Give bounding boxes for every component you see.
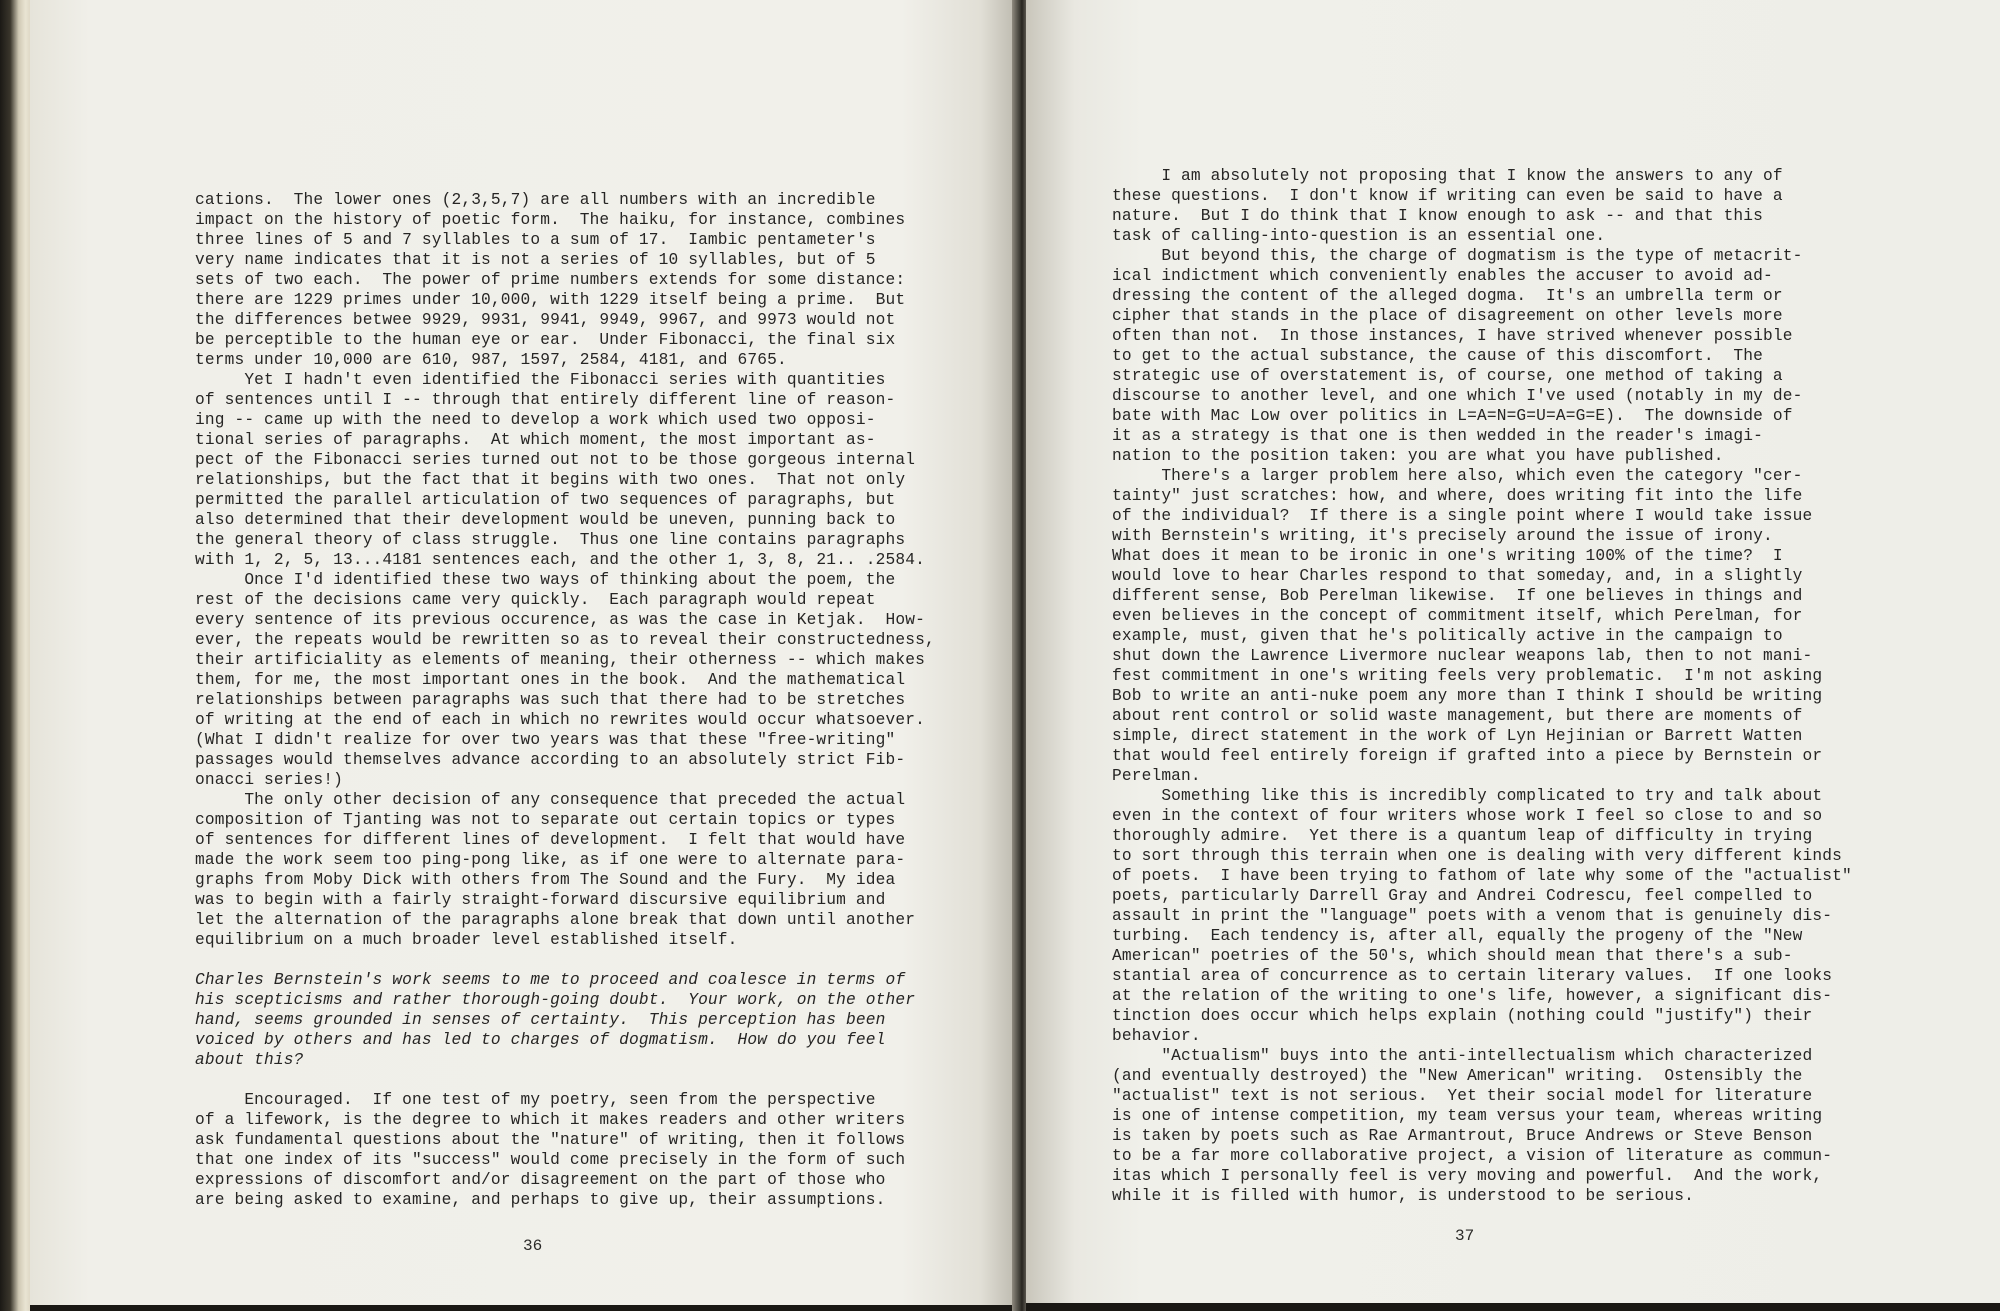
text-line: be perceptible to the human eye or ear. Under Fibonacci, the final six	[195, 331, 896, 349]
text-line: to sort through this terrain when one is dealing with very different kinds	[1112, 847, 1842, 865]
text-line: ever, the repeats would be rewritten so as to reveal their constructedness,	[195, 631, 935, 649]
text-line: the differences betwee 9929, 9931, 9941, 9949, 9967, and 9973 would not	[195, 311, 896, 329]
text-line: dressing the content of the alleged dogma. It's an umbrella term or	[1112, 287, 1783, 305]
text-line: pect of the Fibonacci series turned out not to be those gorgeous internal	[195, 451, 916, 469]
text-line	[195, 1070, 935, 1090]
text-line: different sense, Bob Perelman likewise. If one believes in things and	[1112, 587, 1803, 605]
text-line: sets of two each. The power of prime numbers extends for some distance:	[195, 271, 906, 289]
text-line: stantial area of concurrence as to certain literary values. If one looks	[1112, 967, 1833, 985]
text-line: Yet I hadn't even identified the Fibonacci series with quantities	[195, 371, 886, 389]
text-line: strategic use of overstatement is, of course, one method of taking a	[1112, 367, 1783, 385]
text-line: tinction does occur which helps explain (nothing could "justify") their	[1112, 1007, 1813, 1025]
text-line: I am absolutely not proposing that I know the answers to any of	[1112, 167, 1783, 185]
text-line: with 1, 2, 5, 13...4181 sentences each, and the other 1, 3, 8, 21.. .2584.	[195, 551, 925, 569]
text-line: his scepticisms and rather thorough-going doubt. Your work, on the other	[195, 991, 916, 1009]
text-line: very name indicates that it is not a series of 10 syllables, but of 5	[195, 251, 876, 269]
text-line: fest commitment in one's writing feels very problematic. I'm not asking	[1112, 667, 1823, 685]
text-line: example, must, given that he's politically active in the campaign to	[1112, 627, 1783, 645]
text-line: equilibrium on a much broader level established itself.	[195, 931, 738, 949]
text-line: Something like this is incredibly complicated to try and talk about	[1112, 787, 1823, 805]
text-line: nature. But I do think that I know enough to ask -- and that this	[1112, 207, 1764, 225]
text-line: composition of Tjanting was not to separate out certain topics or types	[195, 811, 896, 829]
text-line: about this?	[195, 1051, 304, 1069]
text-line: the general theory of class struggle. Thus one line contains paragraphs	[195, 531, 906, 549]
text-line: nation to the position taken: you are what you have published.	[1112, 447, 1724, 465]
text-line: relationships, but the fact that it begins with two ones. That not only	[195, 471, 906, 489]
text-line: to be a far more collaborative project, a vision of literature as commun-	[1112, 1147, 1833, 1165]
text-line: often than not. In those instances, I have strived whenever possible	[1112, 327, 1793, 345]
text-line: of writing at the end of each in which no rewrites would occur whatsoever.	[195, 711, 925, 729]
text-line: impact on the history of poetic form. The haiku, for instance, combines	[195, 211, 906, 229]
text-line: is one of intense competition, my team versus your team, whereas writing	[1112, 1107, 1823, 1125]
text-line: of sentences until I -- through that entirely different line of reason-	[195, 391, 896, 409]
text-line: terms under 10,000 are 610, 987, 1597, 2584, 4181, and 6765.	[195, 351, 787, 369]
text-line: with Bernstein's writing, it's precisely around the issue of irony.	[1112, 527, 1773, 545]
page-stack-edge	[0, 0, 34, 1311]
text-line: thoroughly admire. Yet there is a quantum leap of difficulty in trying	[1112, 827, 1813, 845]
text-line: simple, direct statement in the work of Lyn Hejinian or Barrett Watten	[1112, 727, 1803, 745]
text-line: is taken by poets such as Rae Armantrout, Bruce Andrews or Steve Benson	[1112, 1127, 1813, 1145]
text-line: about rent control or solid waste management, but there are moments of	[1112, 707, 1803, 725]
text-line: itas which I personally feel is very moving and powerful. And the work,	[1112, 1167, 1823, 1185]
left-page-body	[195, 190, 935, 1210]
text-line: let the alternation of the paragraphs alone break that down until another	[195, 911, 916, 929]
text-line: (What I didn't realize for over two years was that these "free-writing"	[195, 731, 896, 749]
text-line: are being asked to examine, and perhaps to give up, their assumptions.	[195, 1191, 886, 1209]
text-line: these questions. I don't know if writing can even be said to have a	[1112, 187, 1783, 205]
text-line: tainty" just scratches: how, and where, does writing fit into the life	[1112, 487, 1803, 505]
text-line: would love to hear Charles respond to that someday, and, in a slightly	[1112, 567, 1803, 585]
text-line: relationships between paragraphs was such that there had to be stretches	[195, 691, 906, 709]
text-line: poets, particularly Darrell Gray and Andrei Codrescu, feel compelled to	[1112, 887, 1813, 905]
text-line: Once I'd identified these two ways of thinking about the poem, the	[195, 571, 896, 589]
text-line: task of calling-into-question is an essential one.	[1112, 227, 1606, 245]
text-line: of a lifework, is the degree to which it makes readers and other writers	[195, 1111, 906, 1129]
text-line: What does it mean to be ironic in one's writing 100% of the time? I	[1112, 547, 1783, 565]
text-line: There's a larger problem here also, which even the category "cer-	[1112, 467, 1803, 485]
text-line: hand, seems grounded in senses of certainty. This perception has been	[195, 1011, 886, 1029]
text-line: graphs from Moby Dick with others from The Sound and the Fury. My idea	[195, 871, 896, 889]
text-line: their artificiality as elements of meaning, their otherness -- which makes	[195, 651, 925, 669]
right-page-number: 37	[1455, 1227, 1475, 1245]
text-line: "Actualism" buys into the anti-intellectualism which characterized	[1112, 1047, 1813, 1065]
text-line: American" poetries of the 50's, which should mean that there's a sub-	[1112, 947, 1793, 965]
text-line: tional series of paragraphs. At which moment, the most important as-	[195, 431, 876, 449]
text-line: every sentence of its previous occurence, as was the case in Ketjak. How-	[195, 611, 925, 629]
text-line: even believes in the concept of commitment itself, which Perelman, for	[1112, 607, 1803, 625]
text-line: it as a strategy is that one is then wedded in the reader's imagi-	[1112, 427, 1764, 445]
text-line: rest of the decisions came very quickly. Each paragraph would repeat	[195, 591, 876, 609]
text-line: even in the context of four writers whose work I feel so close to and so	[1112, 807, 1823, 825]
text-line: Bob to write an anti-nuke poem any more than I think I should be writing	[1112, 687, 1823, 705]
text-line: made the work seem too ping-pong like, as if one were to alternate para-	[195, 851, 906, 869]
text-line: ask fundamental questions about the "nature" of writing, then it follows	[195, 1131, 906, 1149]
text-line: that would feel entirely foreign if grafted into a piece by Bernstein or	[1112, 747, 1823, 765]
text-line: of sentences for different lines of development. I felt that would have	[195, 831, 906, 849]
text-line	[195, 950, 935, 970]
text-line: bate with Mac Low over politics in L=A=N=G=U=A=G=E). The downside of	[1112, 407, 1793, 425]
text-line: that one index of its "success" would come precisely in the form of such	[195, 1151, 906, 1169]
text-line: assault in print the "language" poets with a venom that is genuinely dis-	[1112, 907, 1833, 925]
text-line: voiced by others and has led to charges of dogmatism. How do you feel	[195, 1031, 886, 1049]
text-line: (and eventually destroyed) the "New American" writing. Ostensibly the	[1112, 1067, 1803, 1085]
text-line: also determined that their development would be uneven, punning back to	[195, 511, 896, 529]
text-line: "actualist" text is not serious. Yet their social model for literature	[1112, 1087, 1813, 1105]
text-line: while it is filled with humor, is understood to be serious.	[1112, 1187, 1694, 1205]
text-line: there are 1229 primes under 10,000, with 1229 itself being a prime. But	[195, 291, 906, 309]
text-line: But beyond this, the charge of dogmatism is the type of metacrit-	[1112, 247, 1803, 265]
text-line: Encouraged. If one test of my poetry, seen from the perspective	[195, 1091, 876, 1109]
text-line: them, for me, the most important ones in the book. And the mathematical	[195, 671, 906, 689]
text-line: expressions of discomfort and/or disagreement on the part of those who	[195, 1171, 886, 1189]
text-line: passages would themselves advance according to an absolutely strict Fib-	[195, 751, 906, 769]
right-page-body	[1112, 166, 1852, 1206]
text-line: behavior.	[1112, 1027, 1201, 1045]
text-line: shut down the Lawrence Livermore nuclear weapons lab, then to not mani-	[1112, 647, 1813, 665]
text-line: ing -- came up with the need to develop a work which used two opposi-	[195, 411, 876, 429]
text-line: ical indictment which conveniently enables the accuser to avoid ad-	[1112, 267, 1773, 285]
text-line: turbing. Each tendency is, after all, equally the progeny of the "New	[1112, 927, 1803, 945]
text-line: The only other decision of any consequence that preceded the actual	[195, 791, 906, 809]
text-line: discourse to another level, and one which I've used (notably in my de-	[1112, 387, 1803, 405]
text-line: of the individual? If there is a single point where I would take issue	[1112, 507, 1813, 525]
text-line: of poets. I have been trying to fathom of late why some of the "actualist"	[1112, 867, 1852, 885]
text-line: was to begin with a fairly straight-forward discursive equilibrium and	[195, 891, 886, 909]
text-line: three lines of 5 and 7 syllables to a sum of 17. Iambic pentameter's	[195, 231, 876, 249]
text-line: cipher that stands in the place of disagreement on other levels more	[1112, 307, 1783, 325]
text-line: onacci series!)	[195, 771, 343, 789]
text-line: to get to the actual substance, the cause of this discomfort. The	[1112, 347, 1764, 365]
text-line: at the relation of the writing to one's life, however, a significant dis-	[1112, 987, 1833, 1005]
text-line: permitted the parallel articulation of two sequences of paragraphs, but	[195, 491, 896, 509]
text-line: Charles Bernstein's work seems to me to proceed and coalesce in terms of	[195, 971, 906, 989]
text-line: Perelman.	[1112, 767, 1201, 785]
left-page-number: 36	[523, 1237, 543, 1255]
text-line: cations. The lower ones (2,3,5,7) are all numbers with an incredible	[195, 191, 876, 209]
